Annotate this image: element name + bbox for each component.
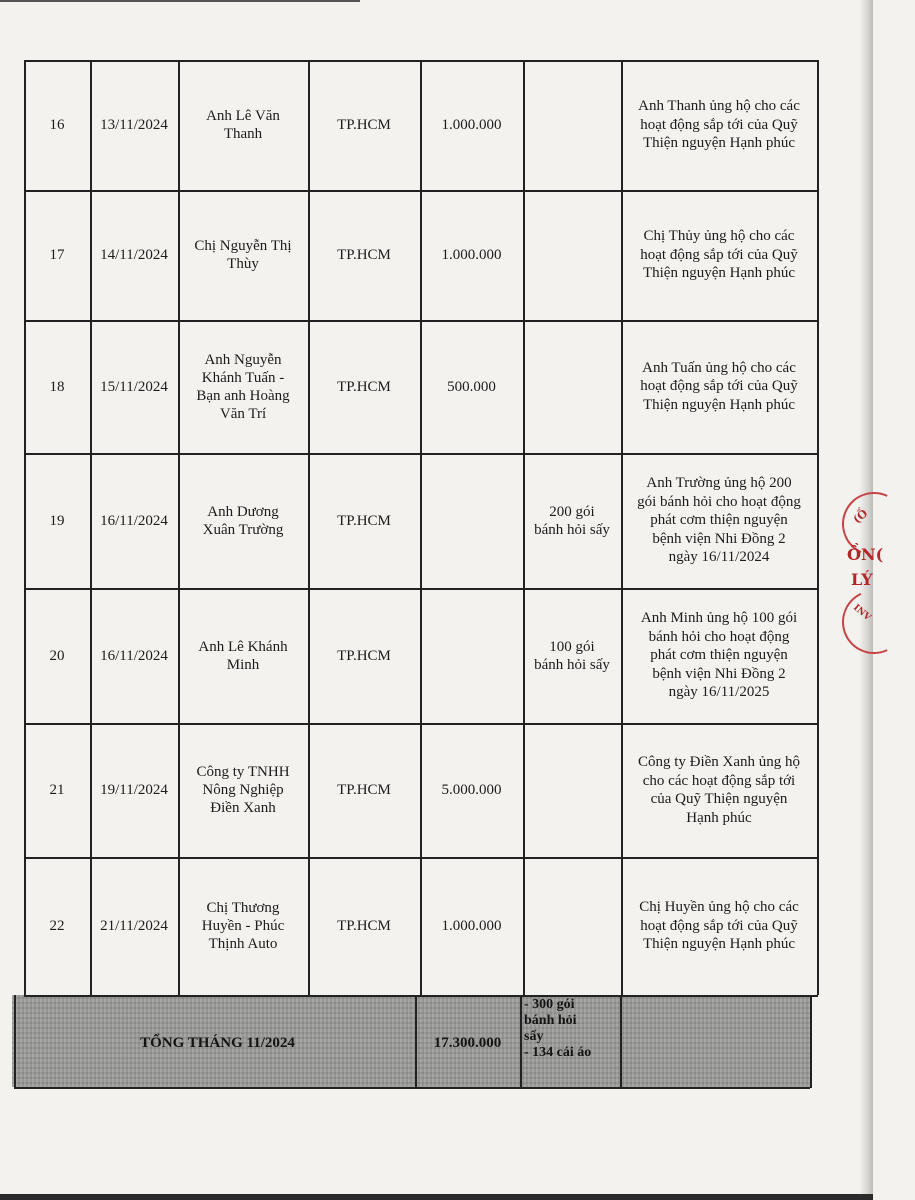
donor-name-line: Khánh Tuấn - — [201, 369, 285, 386]
cell-location — [308, 320, 420, 453]
cell-location — [308, 588, 420, 723]
cell-donation-date — [90, 857, 178, 995]
grid-line-vertical — [420, 60, 422, 995]
donor-name-line: Anh Lê Văn — [206, 108, 280, 124]
cell-amount — [420, 60, 523, 190]
note-line: bệnh viện Nhi Đồng 2 — [652, 530, 786, 547]
amount-text: 1.000.000 — [441, 117, 502, 133]
donation-date-text: 21/11/2024 — [100, 918, 168, 934]
note-line: hoạt động sắp tới của Quỹ — [640, 917, 798, 934]
total-item-line: - 134 cái áo — [524, 1045, 592, 1060]
stamp-text-2: ỒN( — [847, 545, 884, 564]
donor-name-line: Anh Nguyễn — [204, 351, 282, 368]
donor-name-line: Huyền - Phúc — [201, 918, 285, 934]
row-number-text: 18 — [49, 378, 65, 395]
donation-date-text: 13/11/2024 — [100, 117, 168, 133]
row-number-text: 19 — [49, 512, 65, 529]
grid-line-vertical — [24, 60, 26, 995]
note-line: Anh Thanh ủng hộ cho các — [638, 98, 800, 115]
note-line: Thiện nguyện Hạnh phúc — [642, 936, 796, 953]
grid-line-vertical — [523, 60, 525, 995]
cell-donor-name — [178, 588, 308, 723]
scan-edge-top — [0, 0, 360, 2]
items-donated-text — [534, 503, 610, 539]
note-text — [639, 898, 799, 954]
amount-text: 5.000.000 — [441, 782, 502, 798]
donor-name-line: Chị Thương — [206, 900, 280, 916]
note-line: cho các hoạt động sắp tới — [642, 772, 796, 789]
note-line: hoạt động sắp tới của Quỹ — [640, 116, 798, 133]
note-line: Anh Minh ủng hộ 100 gói — [640, 610, 798, 627]
note-line: ngày 16/11/2025 — [668, 684, 770, 701]
total-item-line: - 300 gói — [524, 997, 575, 1012]
cell-donation-date — [90, 60, 178, 190]
note-line: Công ty Điền Xanh ủng hộ — [637, 754, 801, 770]
donation-date-text: 16/11/2024 — [100, 647, 168, 664]
donor-name-text — [194, 237, 291, 273]
note-line: phát cơm thiện nguyện — [650, 647, 788, 664]
donor-name-line: Bạn anh Hoàng — [196, 387, 290, 404]
cell-row-number — [24, 723, 90, 857]
items-donated-text — [534, 638, 610, 674]
cell-location — [308, 190, 420, 320]
location-text: TP.HCM — [337, 117, 391, 133]
cell-location — [308, 857, 420, 995]
note-line: Chị Huyền ủng hộ cho các — [639, 899, 799, 916]
note-line: hoạt động sắp tới của Quỹ — [640, 246, 798, 263]
note-text — [641, 609, 797, 702]
cell-items-donated — [523, 588, 621, 723]
cell-donation-date — [90, 588, 178, 723]
note-line: Thiện nguyện Hạnh phúc — [642, 265, 796, 282]
donor-name-text — [196, 763, 289, 817]
total-amount: 17.300.000 — [433, 1034, 502, 1051]
note-text — [640, 359, 798, 415]
donor-name-text — [196, 351, 289, 423]
grid-line-vertical — [14, 995, 16, 1088]
cell-note — [621, 723, 817, 857]
cell-amount — [420, 588, 523, 723]
cell-items-donated — [523, 723, 621, 857]
note-text — [640, 227, 798, 283]
donor-name-line: Anh Lê Khánh — [198, 638, 288, 655]
items-donated-line: 200 gói — [549, 503, 595, 520]
note-line: bệnh viện Nhi Đồng 2 — [652, 665, 786, 682]
cell-location — [308, 60, 420, 190]
cell-donation-date — [90, 723, 178, 857]
grid-line-vertical — [178, 60, 180, 995]
amount-text: 1.000.000 — [441, 247, 502, 263]
row-number-text: 22 — [49, 918, 65, 934]
row-number-text: 17 — [49, 247, 65, 263]
donor-name-line: Xuân Trường — [202, 521, 284, 538]
note-line: Anh Tuấn ủng hộ cho các — [642, 359, 796, 376]
donation-date-text: 15/11/2024 — [100, 378, 168, 395]
cell-items-donated — [523, 320, 621, 453]
location-text: TP.HCM — [337, 512, 391, 529]
donor-name-line: Thùy — [227, 256, 259, 272]
note-line: Chị Thủy ủng hộ cho các — [643, 228, 795, 245]
cell-location — [308, 453, 420, 588]
cell-items-donated — [523, 190, 621, 320]
total-item-line: bánh hỏi — [524, 1013, 577, 1028]
note-line: Thiện nguyện Hạnh phúc — [642, 396, 796, 413]
donor-name-text — [198, 638, 287, 674]
cell-items-donated — [523, 857, 621, 995]
donor-name-text — [202, 899, 285, 953]
items-donated-line: bánh hỏi sấy — [534, 656, 610, 673]
grid-line-horizontal — [14, 1087, 810, 1089]
grid-line-vertical — [308, 60, 310, 995]
stamp-seal-arc-bottom — [833, 581, 915, 663]
note-line: ngày 16/11/2024 — [668, 549, 770, 566]
location-text: TP.HCM — [337, 247, 391, 263]
donation-date-text: 16/11/2024 — [100, 512, 168, 529]
cell-items-donated — [523, 453, 621, 588]
cell-row-number — [24, 60, 90, 190]
amount-text: 1.000.000 — [441, 918, 502, 934]
note-text — [638, 97, 800, 153]
location-text: TP.HCM — [337, 378, 391, 395]
note-line: Hạnh phúc — [686, 809, 752, 826]
cell-donation-date — [90, 190, 178, 320]
stamp-text-4: INV — [851, 602, 873, 624]
row-number-text: 21 — [49, 782, 65, 798]
grid-line-horizontal — [24, 995, 818, 997]
donor-name-line: Văn Trí — [219, 405, 267, 422]
location-text: TP.HCM — [337, 918, 391, 934]
location-text: TP.HCM — [337, 782, 391, 798]
grid-line-vertical — [621, 60, 623, 995]
location-text: TP.HCM — [337, 647, 391, 664]
note-line: bánh hỏi cho hoạt động — [648, 628, 790, 645]
note-line: gói bánh hỏi cho hoạt động — [637, 493, 801, 510]
grid-line-vertical — [817, 60, 819, 995]
donation-date-text: 14/11/2024 — [100, 247, 168, 263]
scan-edge-bottom — [0, 1194, 873, 1200]
cell-note — [621, 588, 817, 723]
donor-name-line: Chị Nguyễn Thị — [194, 238, 292, 254]
cell-items-donated — [523, 60, 621, 190]
note-line: hoạt động sắp tới của Quỹ — [640, 378, 798, 395]
grid-line-vertical — [810, 995, 812, 1088]
cell-donor-name — [178, 453, 308, 588]
items-donated-line: bánh hỏi sấy — [534, 521, 610, 538]
total-label: TỔNG THÁNG 11/2024 — [140, 1034, 295, 1051]
row-number-text: 16 — [49, 117, 65, 133]
cell-donor-name — [178, 857, 308, 995]
stamp-text-1: (Ồ — [850, 506, 871, 527]
cell-note — [621, 190, 817, 320]
donor-name-line: Anh Dương — [207, 503, 279, 520]
cell-donor-name — [178, 320, 308, 453]
donation-date-text: 19/11/2024 — [100, 782, 168, 798]
cell-donation-date — [90, 453, 178, 588]
cell-amount — [420, 320, 523, 453]
amount-text: 500.000 — [447, 378, 496, 395]
stamp-text-3: LÝ — [851, 570, 873, 589]
cell-row-number — [24, 857, 90, 995]
cell-note — [621, 320, 817, 453]
donor-name-line: Thanh — [223, 126, 263, 142]
cell-note — [621, 60, 817, 190]
cell-row-number — [24, 190, 90, 320]
row-number-text: 20 — [49, 647, 65, 664]
cell-row-number — [24, 320, 90, 453]
note-text — [637, 474, 801, 567]
cell-amount — [420, 857, 523, 995]
cell-location — [308, 723, 420, 857]
total-items — [522, 997, 622, 1087]
cell-row-number — [24, 453, 90, 588]
donor-name-line: Công ty TNHH — [196, 764, 290, 780]
cell-donor-name — [178, 60, 308, 190]
cell-note — [621, 857, 817, 995]
cell-note — [621, 453, 817, 588]
note-line: Thiện nguyện Hạnh phúc — [642, 135, 796, 152]
note-text — [638, 753, 800, 827]
cell-amount — [420, 190, 523, 320]
cell-donor-name — [178, 190, 308, 320]
note-line: phát cơm thiện nguyện — [650, 512, 788, 529]
cell-row-number — [24, 588, 90, 723]
total-item-line: sấy — [524, 1029, 544, 1044]
items-donated-line: 100 gói — [549, 638, 595, 655]
cell-donor-name — [178, 723, 308, 857]
donor-name-line: Minh — [226, 656, 260, 673]
cell-amount — [420, 453, 523, 588]
donor-name-text — [206, 107, 280, 143]
cell-amount — [420, 723, 523, 857]
donor-name-line: Điền Xanh — [210, 800, 276, 816]
donor-name-text — [203, 503, 284, 539]
note-line: Anh Trường ủng hộ 200 — [646, 475, 792, 492]
donor-name-line: Thịnh Auto — [208, 936, 278, 952]
cell-donation-date — [90, 320, 178, 453]
donor-name-line: Nông Nghiệp — [202, 782, 284, 798]
grid-line-vertical — [90, 60, 92, 995]
note-line: của Quỹ Thiện nguyện — [650, 791, 788, 807]
